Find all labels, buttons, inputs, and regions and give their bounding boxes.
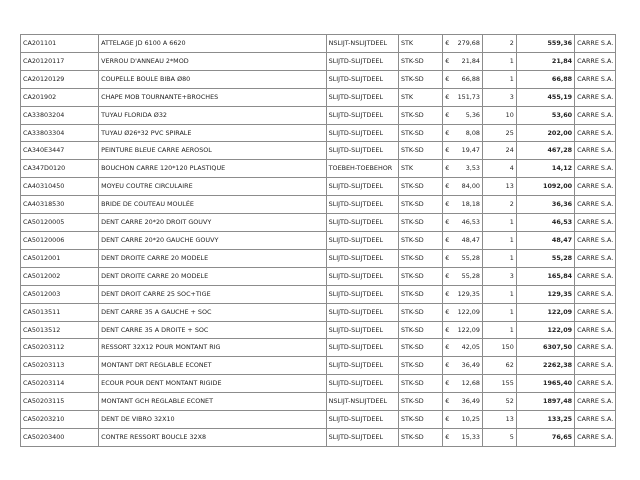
- line-total-cell: 122,09: [516, 321, 574, 339]
- quantity-cell: 62: [482, 357, 516, 375]
- quantity-cell: 155: [482, 375, 516, 393]
- unit-price-value: 55,28: [461, 253, 480, 262]
- quantity-cell: 1: [482, 285, 516, 303]
- item-code-cell: CA40318530: [21, 196, 99, 214]
- category-cell: SLIJTD-SLIJTDEEL: [326, 249, 398, 267]
- table-row: [21, 88, 616, 106]
- quantity-cell: 150: [482, 339, 516, 357]
- category-cell: SLIJTD-SLIJTDEEL: [326, 428, 398, 446]
- unit-cell: STK-SD: [398, 70, 442, 88]
- category-cell: SLIJTD-SLIJTDEEL: [326, 124, 398, 142]
- vendor-cell: CARRE S.A.: [575, 70, 616, 88]
- unit-price-value: 46,53: [461, 218, 480, 227]
- line-total-cell: 55,28: [516, 249, 574, 267]
- currency-symbol: €: [445, 92, 450, 101]
- unit-price-value: 66,88: [461, 74, 480, 83]
- item-code-cell: CA5012003: [21, 285, 99, 303]
- item-code-cell: CA50203114: [21, 375, 99, 393]
- table-row: [21, 428, 616, 446]
- vendor-cell: CARRE S.A.: [575, 88, 616, 106]
- vendor-cell: CARRE S.A.: [575, 357, 616, 375]
- unit-cell: STK-SD: [398, 339, 442, 357]
- unit-cell: STK-SD: [398, 249, 442, 267]
- table-row: [21, 52, 616, 70]
- category-cell: SLIJTD-SLIJTDEEL: [326, 196, 398, 214]
- item-code-cell: CA50203400: [21, 428, 99, 446]
- table-row: [21, 375, 616, 393]
- item-code-cell: CA50203210: [21, 411, 99, 429]
- unit-price-cell: [443, 321, 483, 339]
- unit-price-cell: [443, 428, 483, 446]
- unit-cell: STK-SD: [398, 196, 442, 214]
- description-cell: BRIDE DE COUTEAU MOULÉE: [99, 196, 326, 214]
- vendor-cell: CARRE S.A.: [575, 231, 616, 249]
- category-cell: SLIJTD-SLIJTDEEL: [326, 88, 398, 106]
- quantity-cell: 5: [482, 428, 516, 446]
- unit-price-value: 36,49: [461, 361, 480, 370]
- currency-symbol: €: [445, 432, 450, 441]
- vendor-cell: CARRE S.A.: [575, 35, 616, 53]
- unit-price-cell: [443, 249, 483, 267]
- unit-price-value: 42,05: [461, 343, 480, 352]
- unit-price-cell: [443, 303, 483, 321]
- unit-price-cell: [443, 285, 483, 303]
- table-body: [21, 35, 616, 447]
- unit-cell: STK-SD: [398, 106, 442, 124]
- item-code-cell: CA50203113: [21, 357, 99, 375]
- description-cell: DENT DROITE CARRE 20 MODELE: [99, 267, 326, 285]
- description-cell: MONTANT DRT REGLABLE ECONET: [99, 357, 326, 375]
- quantity-cell: 2: [482, 35, 516, 53]
- unit-price-value: 129,35: [457, 289, 480, 298]
- table-row: [21, 411, 616, 429]
- currency-symbol: €: [445, 415, 450, 424]
- category-cell: SLIJTD-SLIJTDEEL: [326, 267, 398, 285]
- category-cell: SLIJTD-SLIJTDEEL: [326, 411, 398, 429]
- quantity-cell: 1: [482, 303, 516, 321]
- description-cell: DENT DROITE CARRE 20 MODELE: [99, 249, 326, 267]
- unit-price-cell: [443, 70, 483, 88]
- vendor-cell: CARRE S.A.: [575, 196, 616, 214]
- currency-symbol: €: [445, 164, 450, 173]
- quantity-cell: 1: [482, 52, 516, 70]
- line-total-cell: 467,28: [516, 142, 574, 160]
- currency-symbol: €: [445, 128, 450, 137]
- quantity-cell: 2: [482, 196, 516, 214]
- unit-cell: STK-SD: [398, 231, 442, 249]
- category-cell: SLIJTD-SLIJTDEEL: [326, 70, 398, 88]
- unit-price-cell: [443, 196, 483, 214]
- unit-price-cell: [443, 375, 483, 393]
- currency-symbol: €: [445, 253, 450, 262]
- unit-price-value: 18,18: [461, 200, 480, 209]
- unit-price-value: 12,68: [461, 379, 480, 388]
- table-row: [21, 285, 616, 303]
- line-total-cell: 202,00: [516, 124, 574, 142]
- currency-symbol: €: [445, 56, 450, 65]
- line-total-cell: 165,84: [516, 267, 574, 285]
- table-row: [21, 160, 616, 178]
- currency-symbol: €: [445, 289, 450, 298]
- line-total-cell: 1965,40: [516, 375, 574, 393]
- unit-price-cell: [443, 178, 483, 196]
- description-cell: TUYAU Ø26*32 PVC SPIRALE: [99, 124, 326, 142]
- unit-cell: STK-SD: [398, 375, 442, 393]
- unit-cell: STK-SD: [398, 178, 442, 196]
- description-cell: CONTRE RESSORT BOUCLE 32X8: [99, 428, 326, 446]
- table-row: [21, 178, 616, 196]
- unit-price-value: 151,73: [457, 92, 480, 101]
- line-total-cell: 1092,00: [516, 178, 574, 196]
- category-cell: TOEBEH-TOEBEHOR: [326, 160, 398, 178]
- table-row: [21, 267, 616, 285]
- table-row: [21, 339, 616, 357]
- unit-price-cell: [443, 339, 483, 357]
- vendor-cell: CARRE S.A.: [575, 411, 616, 429]
- description-cell: ATTELAGE JD 6100 A 6620: [99, 35, 326, 53]
- currency-symbol: €: [445, 325, 450, 334]
- line-total-cell: 2262,38: [516, 357, 574, 375]
- item-code-cell: CA5012001: [21, 249, 99, 267]
- vendor-cell: CARRE S.A.: [575, 393, 616, 411]
- description-cell: MONTANT GCH REGLABLE ECONET: [99, 393, 326, 411]
- item-code-cell: CA201902: [21, 88, 99, 106]
- vendor-cell: CARRE S.A.: [575, 249, 616, 267]
- currency-symbol: €: [445, 200, 450, 209]
- line-total-cell: 559,36: [516, 35, 574, 53]
- table-row: [21, 303, 616, 321]
- line-total-cell: 14,12: [516, 160, 574, 178]
- unit-price-value: 19,47: [461, 146, 480, 155]
- unit-price-cell: [443, 231, 483, 249]
- line-total-cell: 46,53: [516, 214, 574, 232]
- unit-price-cell: [443, 160, 483, 178]
- unit-price-cell: [443, 393, 483, 411]
- quantity-cell: 1: [482, 249, 516, 267]
- unit-price-cell: [443, 35, 483, 53]
- table-row: [21, 321, 616, 339]
- description-cell: COUPELLE BOULE BIBA Ø80: [99, 70, 326, 88]
- unit-price-value: 48,47: [461, 235, 480, 244]
- line-total-cell: 36,36: [516, 196, 574, 214]
- currency-symbol: €: [445, 361, 450, 370]
- category-cell: SLIJTD-SLIJTDEEL: [326, 106, 398, 124]
- unit-price-value: 3,53: [465, 164, 480, 173]
- vendor-cell: CARRE S.A.: [575, 339, 616, 357]
- item-code-cell: CA340E3447: [21, 142, 99, 160]
- item-code-cell: CA33803204: [21, 106, 99, 124]
- table-row: [21, 35, 616, 53]
- line-total-cell: 48,47: [516, 231, 574, 249]
- item-code-cell: CA347D0120: [21, 160, 99, 178]
- unit-price-value: 122,09: [457, 307, 480, 316]
- unit-price-cell: [443, 52, 483, 70]
- unit-price-cell: [443, 106, 483, 124]
- vendor-cell: CARRE S.A.: [575, 303, 616, 321]
- vendor-cell: CARRE S.A.: [575, 142, 616, 160]
- line-total-cell: 6307,50: [516, 339, 574, 357]
- vendor-cell: CARRE S.A.: [575, 106, 616, 124]
- vendor-cell: CARRE S.A.: [575, 267, 616, 285]
- unit-price-cell: [443, 142, 483, 160]
- description-cell: MOYEU COUTRE CIRCULAIRE: [99, 178, 326, 196]
- description-cell: ECOUR POUR DENT MONTANT RIGIDE: [99, 375, 326, 393]
- unit-price-value: 10,25: [461, 415, 480, 424]
- quantity-cell: 52: [482, 393, 516, 411]
- quantity-cell: 3: [482, 88, 516, 106]
- description-cell: DENT CARRE 35 A DROITE + SOC: [99, 321, 326, 339]
- vendor-cell: CARRE S.A.: [575, 285, 616, 303]
- currency-symbol: €: [445, 235, 450, 244]
- unit-price-cell: [443, 88, 483, 106]
- unit-cell: STK: [398, 160, 442, 178]
- quantity-cell: 3: [482, 267, 516, 285]
- item-code-cell: CA5013512: [21, 321, 99, 339]
- unit-price-value: 15,33: [461, 432, 480, 441]
- table-row: [21, 142, 616, 160]
- quantity-cell: 1: [482, 70, 516, 88]
- description-cell: DENT CARRE 35 A GAUCHE + SOC: [99, 303, 326, 321]
- currency-symbol: €: [445, 182, 450, 191]
- item-code-cell: CA50120005: [21, 214, 99, 232]
- unit-cell: STK-SD: [398, 285, 442, 303]
- vendor-cell: CARRE S.A.: [575, 375, 616, 393]
- currency-symbol: €: [445, 307, 450, 316]
- description-cell: CHAPE MOB TOURNANTE+BROCHES: [99, 88, 326, 106]
- quantity-cell: 4: [482, 160, 516, 178]
- line-total-cell: 122,09: [516, 303, 574, 321]
- description-cell: BOUCHON CARRE 120*120 PLASTIQUE: [99, 160, 326, 178]
- currency-symbol: €: [445, 39, 450, 47]
- item-code-cell: CA40310450: [21, 178, 99, 196]
- unit-cell: STK-SD: [398, 321, 442, 339]
- category-cell: SLIJTD-SLIJTDEEL: [326, 339, 398, 357]
- unit-price-value: 5,36: [465, 110, 480, 119]
- unit-cell: STK-SD: [398, 411, 442, 429]
- currency-symbol: €: [445, 146, 450, 155]
- category-cell: SLIJTD-SLIJTDEEL: [326, 357, 398, 375]
- item-code-cell: CA50203112: [21, 339, 99, 357]
- item-code-cell: CA50203115: [21, 393, 99, 411]
- category-cell: NSLIJT-NSLIJTDEEL: [326, 393, 398, 411]
- unit-price-value: 21,84: [461, 56, 480, 65]
- item-code-cell: CA33803304: [21, 124, 99, 142]
- unit-price-cell: [443, 357, 483, 375]
- vendor-cell: CARRE S.A.: [575, 124, 616, 142]
- line-total-cell: 133,25: [516, 411, 574, 429]
- table-row: [21, 249, 616, 267]
- quantity-cell: 1: [482, 321, 516, 339]
- unit-price-value: 122,09: [457, 325, 480, 334]
- inventory-table: [20, 34, 616, 447]
- unit-price-value: 8,08: [465, 128, 480, 137]
- description-cell: PEINTURE BLEUE CARRE AEROSOL: [99, 142, 326, 160]
- currency-symbol: €: [445, 218, 450, 227]
- category-cell: SLIJTD-SLIJTDEEL: [326, 178, 398, 196]
- description-cell: DENT CARRE 20*20 DROIT GOUVY: [99, 214, 326, 232]
- category-cell: SLIJTD-SLIJTDEEL: [326, 375, 398, 393]
- table-row: [21, 196, 616, 214]
- category-cell: SLIJTD-SLIJTDEEL: [326, 231, 398, 249]
- category-cell: SLIJTD-SLIJTDEEL: [326, 142, 398, 160]
- unit-price-value: 55,28: [461, 271, 480, 280]
- currency-symbol: €: [445, 379, 450, 388]
- vendor-cell: CARRE S.A.: [575, 178, 616, 196]
- unit-cell: STK-SD: [398, 142, 442, 160]
- unit-price-cell: [443, 411, 483, 429]
- category-cell: SLIJTD-SLIJTDEEL: [326, 321, 398, 339]
- unit-cell: STK-SD: [398, 357, 442, 375]
- currency-symbol: €: [445, 343, 450, 352]
- line-total-cell: 129,35: [516, 285, 574, 303]
- unit-cell: STK: [398, 88, 442, 106]
- quantity-cell: 10: [482, 106, 516, 124]
- table-row: [21, 393, 616, 411]
- table-row: [21, 357, 616, 375]
- unit-price-cell: [443, 267, 483, 285]
- vendor-cell: CARRE S.A.: [575, 428, 616, 446]
- unit-cell: STK-SD: [398, 214, 442, 232]
- quantity-cell: 1: [482, 214, 516, 232]
- vendor-cell: CARRE S.A.: [575, 321, 616, 339]
- unit-price-value: 84,00: [461, 182, 480, 191]
- item-code-cell: CA20120117: [21, 52, 99, 70]
- unit-cell: STK: [398, 35, 442, 53]
- quantity-cell: 13: [482, 178, 516, 196]
- description-cell: TUYAU FLORIDA Ø32: [99, 106, 326, 124]
- currency-symbol: €: [445, 110, 450, 119]
- currency-symbol: €: [445, 271, 450, 280]
- vendor-cell: CARRE S.A.: [575, 160, 616, 178]
- description-cell: DENT DROIT CARRE 25 SOC+TIGE: [99, 285, 326, 303]
- line-total-cell: 53,60: [516, 106, 574, 124]
- description-cell: DENT CARRE 20*20 GAUCHE GOUVY: [99, 231, 326, 249]
- line-total-cell: 66,88: [516, 70, 574, 88]
- table-row: [21, 106, 616, 124]
- unit-cell: STK-SD: [398, 428, 442, 446]
- category-cell: SLIJTD-SLIJTDEEL: [326, 303, 398, 321]
- quantity-cell: 1: [482, 231, 516, 249]
- item-code-cell: CA201101: [21, 35, 99, 53]
- quantity-cell: 25: [482, 124, 516, 142]
- unit-price-value: 36,49: [461, 397, 480, 406]
- item-code-cell: CA20120129: [21, 70, 99, 88]
- category-cell: NSLIJT-NSLIJTDEEL: [326, 35, 398, 53]
- table-row: [21, 231, 616, 249]
- item-code-cell: CA5012002: [21, 267, 99, 285]
- unit-price-cell: [443, 124, 483, 142]
- unit-cell: STK-SD: [398, 124, 442, 142]
- description-cell: DENT DE VIBRO 32X10: [99, 411, 326, 429]
- table-row: [21, 214, 616, 232]
- quantity-cell: 13: [482, 411, 516, 429]
- unit-cell: STK-SD: [398, 267, 442, 285]
- description-cell: VERROU D'ANNEAU 2*MOD: [99, 52, 326, 70]
- unit-price-value: 279,68: [457, 39, 480, 47]
- item-code-cell: CA5013511: [21, 303, 99, 321]
- category-cell: SLIJTD-SLIJTDEEL: [326, 285, 398, 303]
- unit-cell: STK-SD: [398, 393, 442, 411]
- line-total-cell: 21,84: [516, 52, 574, 70]
- item-code-cell: CA50120006: [21, 231, 99, 249]
- table-row: [21, 70, 616, 88]
- unit-price-cell: [443, 214, 483, 232]
- category-cell: SLIJTD-SLIJTDEEL: [326, 214, 398, 232]
- vendor-cell: CARRE S.A.: [575, 52, 616, 70]
- quantity-cell: 24: [482, 142, 516, 160]
- category-cell: SLIJTD-SLIJTDEEL: [326, 52, 398, 70]
- line-total-cell: 76,65: [516, 428, 574, 446]
- vendor-cell: CARRE S.A.: [575, 214, 616, 232]
- currency-symbol: €: [445, 397, 450, 406]
- line-total-cell: 1897,48: [516, 393, 574, 411]
- currency-symbol: €: [445, 74, 450, 83]
- line-total-cell: 455,19: [516, 88, 574, 106]
- table-row: [21, 124, 616, 142]
- description-cell: RESSORT 32X12 POUR MONTANT RIG: [99, 339, 326, 357]
- unit-cell: STK-SD: [398, 303, 442, 321]
- unit-cell: STK-SD: [398, 52, 442, 70]
